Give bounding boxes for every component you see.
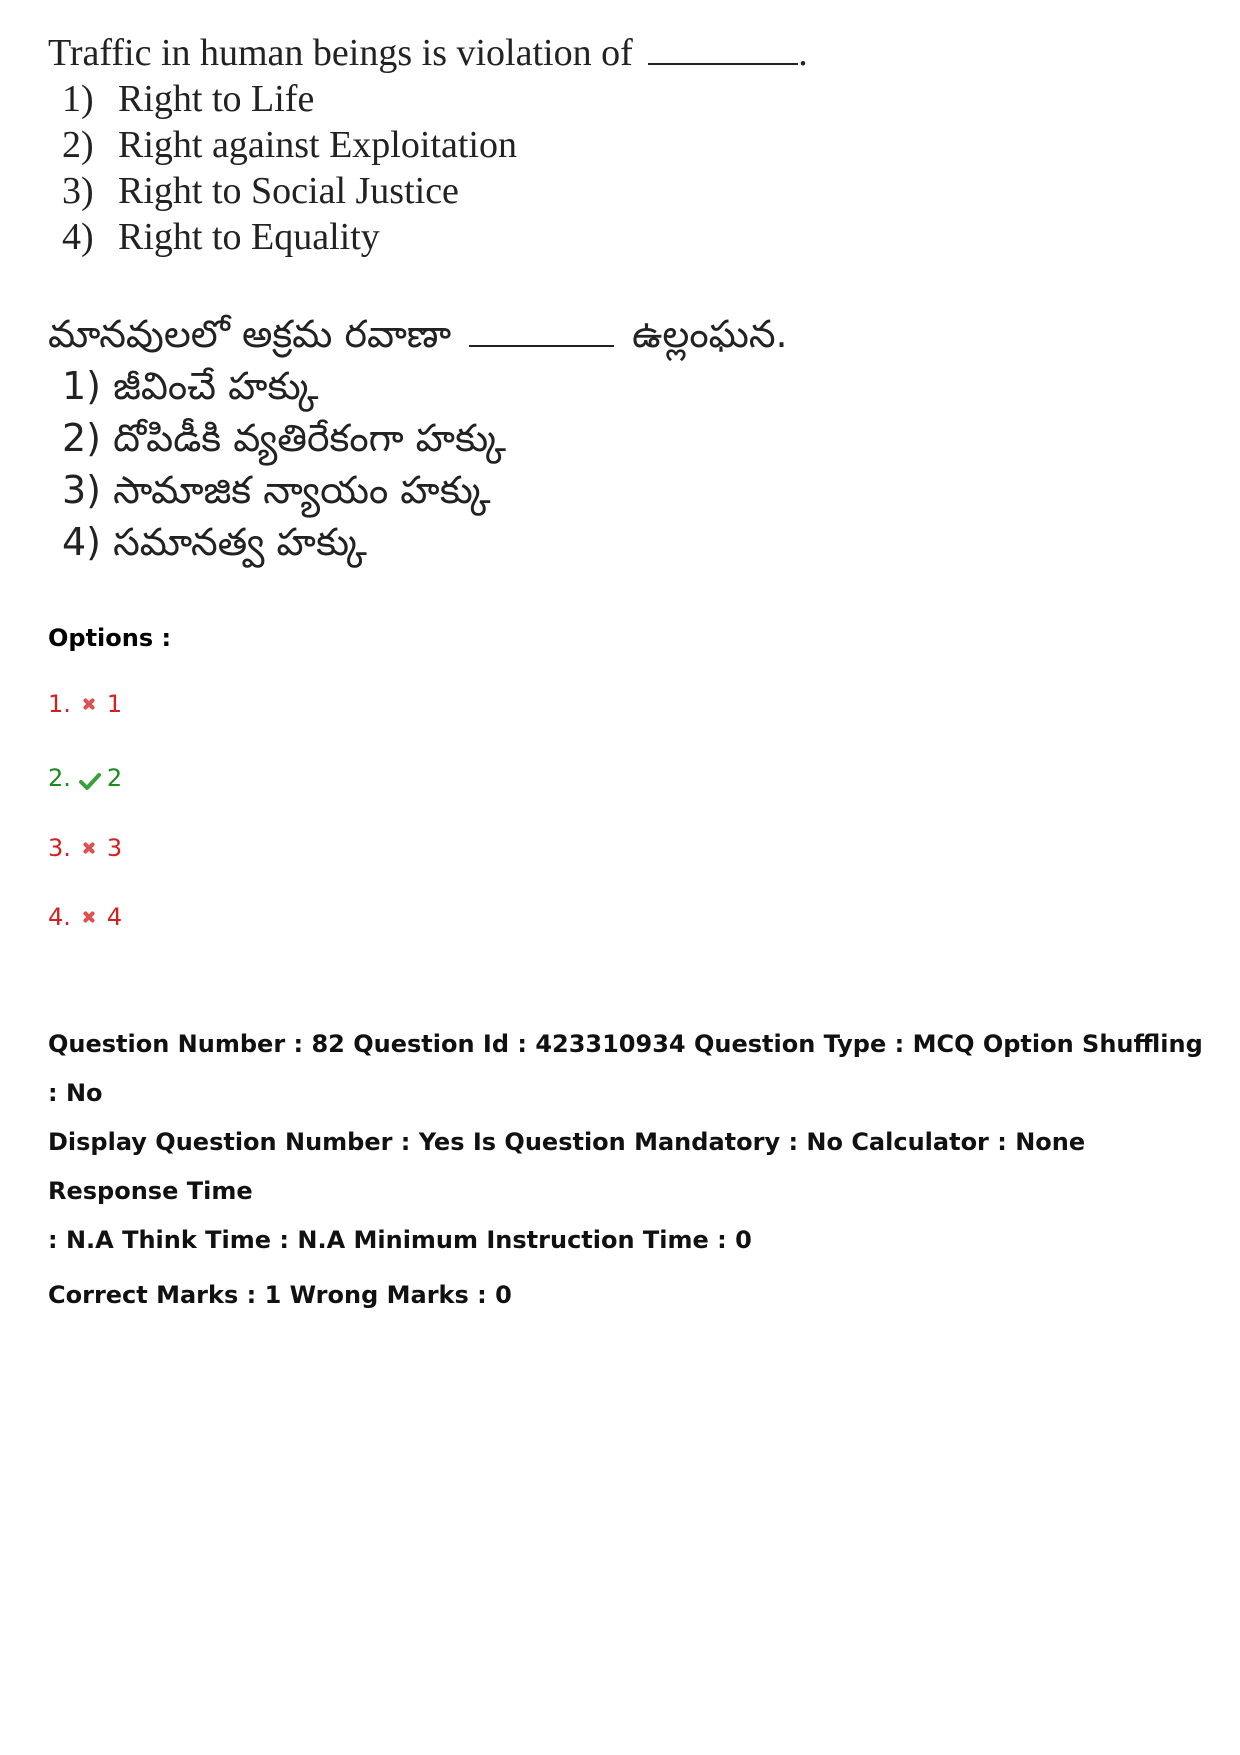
option-value: 3 bbox=[106, 834, 123, 862]
option-4 bbox=[48, 903, 122, 931]
stem-period: . bbox=[798, 32, 808, 74]
metadata-line: : N.A Think Time : N.A Minimum Instruction Time : 0 bbox=[48, 1226, 752, 1254]
option-value: 4 bbox=[106, 903, 123, 931]
option-number: 3) bbox=[62, 170, 94, 212]
options-heading: Options : bbox=[48, 624, 172, 652]
option-text: సమానత్వ హక్కు bbox=[113, 520, 367, 564]
stem-text: Traffic in human beings is violation of bbox=[48, 32, 633, 74]
option-number: 2) bbox=[62, 416, 102, 460]
option-number: 2) bbox=[62, 124, 94, 166]
metadata-line: Display Question Number : Yes Is Question Mandatory : No Calculator : None Response Time bbox=[48, 1128, 1086, 1205]
check-icon bbox=[79, 769, 101, 787]
question-option-telugu bbox=[48, 516, 928, 568]
option-number: 3) bbox=[62, 468, 102, 512]
cross-icon bbox=[81, 840, 97, 856]
option-text: Right to Equality bbox=[118, 216, 380, 258]
option-text: Right to Social Justice bbox=[118, 170, 459, 212]
option-text: Right against Exploitation bbox=[118, 124, 517, 166]
question-option-english bbox=[48, 168, 928, 214]
option-1 bbox=[48, 690, 122, 718]
option-3 bbox=[48, 834, 122, 862]
option-text: సామాజిక న్యాయం హక్కు bbox=[113, 468, 491, 512]
question-option-english bbox=[48, 122, 928, 168]
option-number: 4) bbox=[62, 216, 94, 258]
question-telugu bbox=[48, 308, 928, 568]
option-text: Right to Life bbox=[118, 78, 315, 120]
option-number: 4) bbox=[62, 520, 102, 564]
option-2 bbox=[48, 764, 122, 792]
question-metadata bbox=[48, 1020, 1208, 1320]
option-number: 1) bbox=[62, 364, 102, 408]
answer-blank bbox=[469, 315, 614, 347]
question-stem-english bbox=[48, 30, 928, 76]
stem-text-end: ఉల్లంఘన. bbox=[632, 312, 788, 356]
option-text: జీవించే హక్కు bbox=[113, 364, 319, 408]
option-number: 4. bbox=[48, 903, 71, 931]
option-number: 1) bbox=[62, 78, 94, 120]
question-option-english bbox=[48, 76, 928, 122]
answer-blank bbox=[648, 33, 798, 65]
question-stem-telugu bbox=[48, 308, 928, 360]
cross-icon bbox=[81, 909, 97, 925]
question-option-telugu bbox=[48, 412, 928, 464]
stem-text: మానవులలో అక్రమ రవాణా bbox=[48, 312, 452, 356]
question-option-telugu bbox=[48, 360, 928, 412]
question-option-telugu bbox=[48, 464, 928, 516]
cross-icon bbox=[81, 696, 97, 712]
option-value: 2 bbox=[106, 764, 123, 792]
option-text: దోపిడీకి వ్యతిరేకంగా హక్కు bbox=[113, 416, 506, 460]
option-number: 1. bbox=[48, 690, 71, 718]
option-value: 1 bbox=[106, 690, 123, 718]
question-image bbox=[48, 30, 928, 590]
option-number: 2. bbox=[48, 764, 71, 792]
question-option-english bbox=[48, 214, 928, 260]
marks-info: Correct Marks : 1 Wrong Marks : 0 bbox=[48, 1281, 512, 1309]
option-number: 3. bbox=[48, 834, 71, 862]
metadata-line: Question Number : 82 Question Id : 423310934 Question Type : MCQ Option Shuffling : No bbox=[48, 1030, 1203, 1107]
